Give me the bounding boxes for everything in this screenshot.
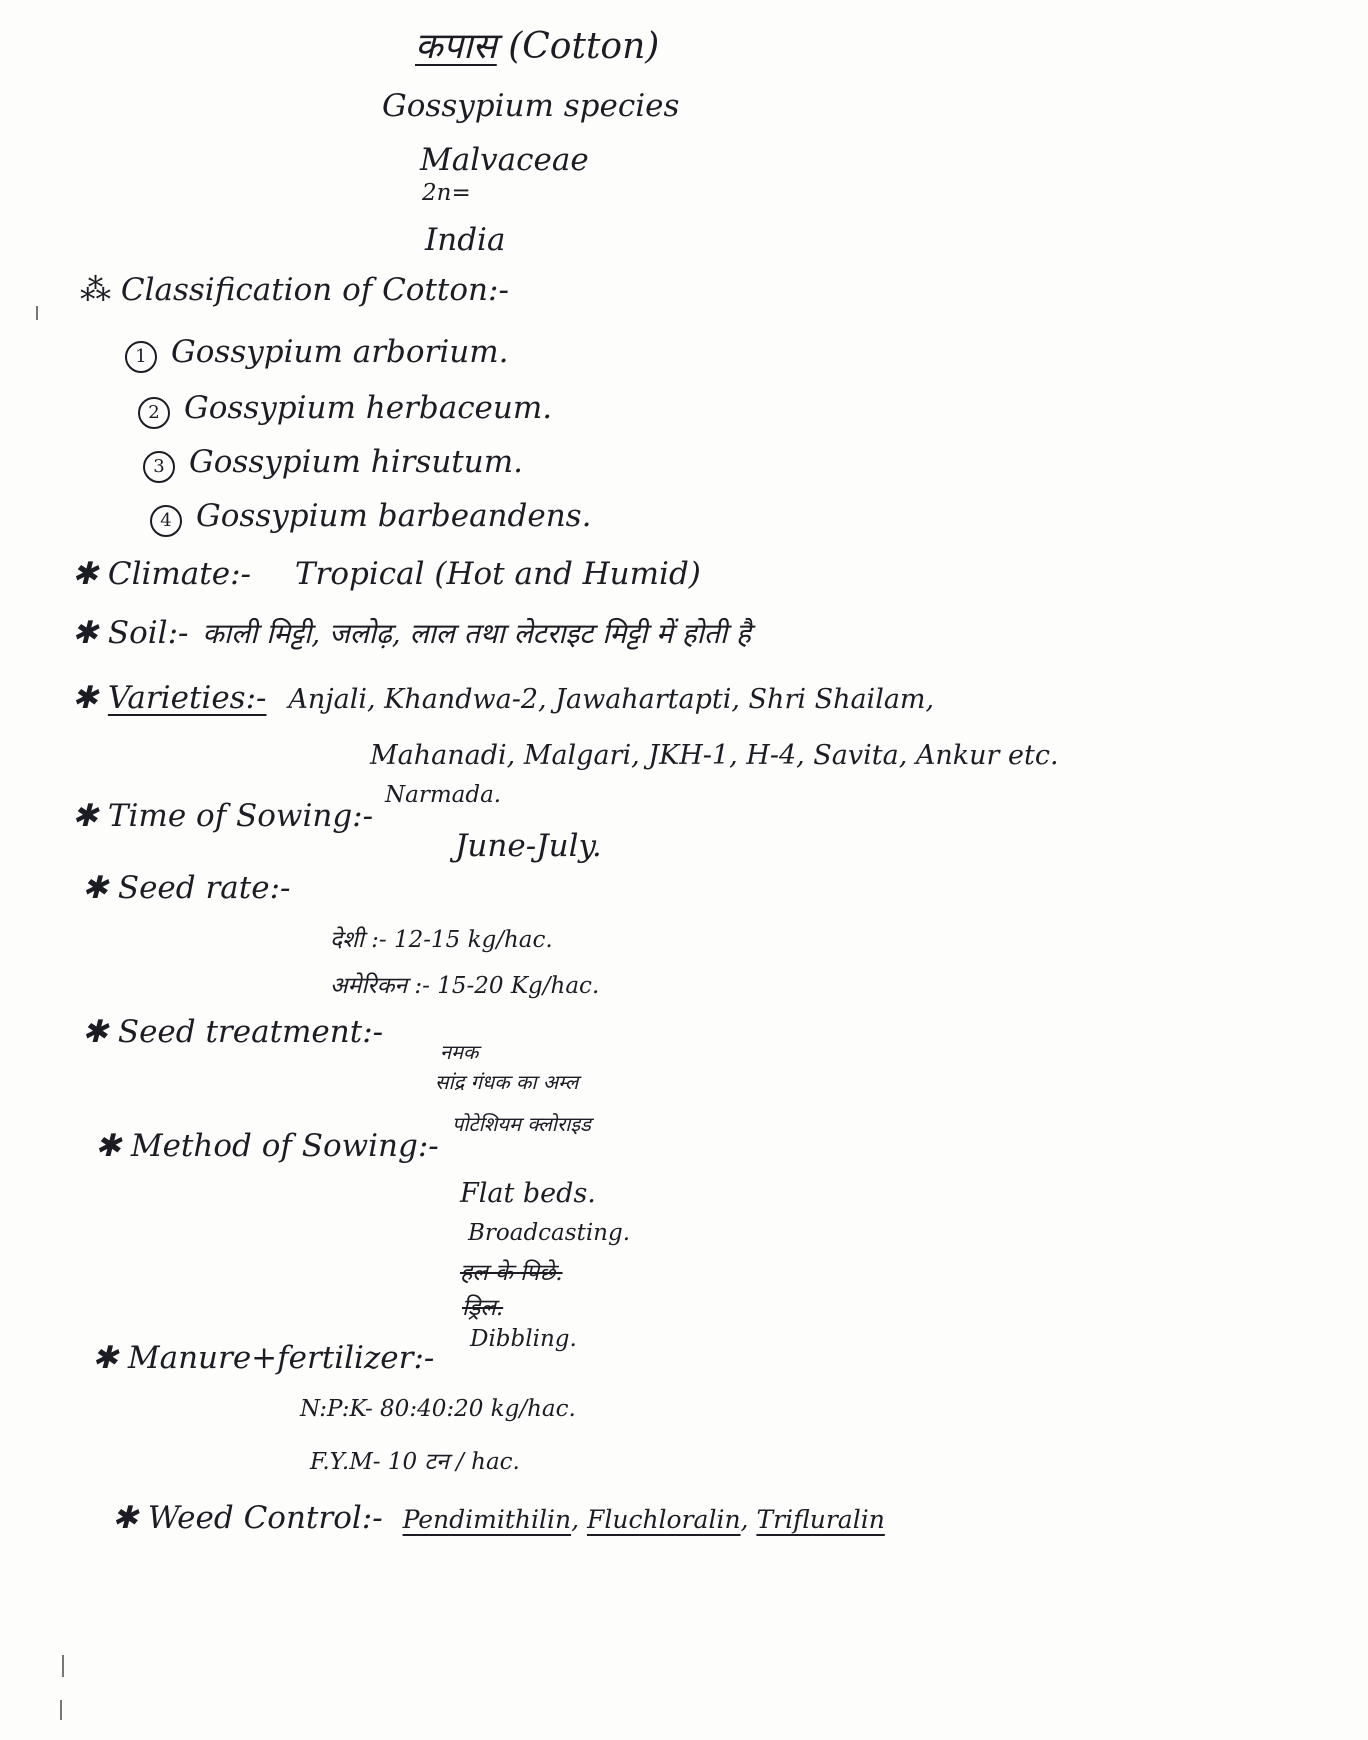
weed-value-3: Trifluralin xyxy=(756,1505,885,1534)
origin-line: India xyxy=(425,222,506,258)
margin-mark xyxy=(62,1655,64,1677)
chromosome-line: 2n= xyxy=(422,180,471,206)
sowing-time-label: Time of Sowing:- xyxy=(107,798,374,834)
bullet-star-icon: ✱ xyxy=(72,680,108,716)
sowing-method-item: Dibbling. xyxy=(470,1326,577,1352)
circled-number: 3 xyxy=(143,451,175,483)
seed-rate-line xyxy=(82,870,291,906)
sowing-method-item: Broadcasting. xyxy=(468,1220,631,1246)
seed-rate-desi: देशी :- 12-15 kg/hac. xyxy=(330,927,553,953)
title-hindi: कपास xyxy=(415,26,497,67)
circled-number: 2 xyxy=(138,397,170,429)
soil-label: Soil:- xyxy=(107,615,189,651)
seed-treatment-item: नमक xyxy=(440,1040,479,1064)
seed-treatment-label: Seed treatment:- xyxy=(117,1014,384,1050)
classification-item: 1 Gossypium arborium. xyxy=(125,334,509,373)
heading-star-icon: ⁂ xyxy=(80,272,121,308)
seed-rate-american: अमेरिकन :- 15-20 Kg/hac. xyxy=(330,973,600,999)
bullet-star-icon: ✱ xyxy=(72,798,108,834)
seed-treatment-line xyxy=(82,1014,383,1050)
varieties-label: Varieties:- xyxy=(107,680,267,716)
classification-heading: ⁂ Classification of Cotton:- xyxy=(80,272,509,308)
sowing-method-item: Flat beds. xyxy=(460,1178,596,1209)
classification-item: 2 Gossypium herbaceum. xyxy=(138,390,552,429)
circled-number: 4 xyxy=(150,505,182,537)
sowing-method-line xyxy=(95,1128,439,1164)
bullet-star-icon: ✱ xyxy=(72,615,108,651)
manure-label: Manure+fertilizer:- xyxy=(127,1340,435,1376)
title-english: (Cotton) xyxy=(508,26,660,67)
seed-treatment-item: सांद्र गंधक का अम्ल xyxy=(435,1070,579,1094)
classification-item: 4 Gossypium barbeandens. xyxy=(150,498,591,537)
bullet-star-icon: ✱ xyxy=(92,1340,128,1376)
varieties-value-1: Anjali, Khandwa-2, Jawahartapti, Shri Shailam, xyxy=(288,684,935,715)
soil-value: काली मिट्टी, जलोढ़, लाल तथा लेटराइट मिट्टी में होती है xyxy=(202,617,751,650)
manure-fym: F.Y.M- 10 टन / hac. xyxy=(310,1449,520,1475)
manure-npk: N:P:K- 80:40:20 kg/hac. xyxy=(300,1396,576,1422)
varieties-value-3: Narmada. xyxy=(385,782,502,808)
sowing-method-label: Method of Sowing:- xyxy=(130,1128,439,1164)
circled-number: 1 xyxy=(125,341,157,373)
classification-item: 3 Gossypium hirsutum. xyxy=(143,444,523,483)
bullet-star-icon: ✱ xyxy=(112,1500,148,1536)
manure-line xyxy=(92,1340,434,1376)
sowing-method-item: ड्रिल. xyxy=(462,1295,504,1321)
climate-label: Climate:- xyxy=(107,556,251,592)
soil-line xyxy=(72,614,751,652)
seed-treatment-item: पोटेशियम क्लोराइड xyxy=(452,1112,591,1136)
varieties-line xyxy=(72,680,934,716)
sowing-method-item: हल के पिछे. xyxy=(460,1260,563,1286)
page-title xyxy=(415,20,659,69)
sowing-time-line xyxy=(72,798,373,834)
seed-rate-label: Seed rate:- xyxy=(117,870,291,906)
bullet-star-icon: ✱ xyxy=(82,1014,118,1050)
sowing-time-value: June-July. xyxy=(455,828,602,864)
weed-control-line: ✱ Weed Control:- Pendimithilin, Fluchloralin, Trifluralin xyxy=(112,1500,885,1536)
margin-mark xyxy=(36,306,38,320)
bullet-star-icon: ✱ xyxy=(72,556,108,592)
family-line: Malvaceae xyxy=(420,142,589,178)
weed-control-label: Weed Control:- xyxy=(147,1500,383,1536)
varieties-value-2: Mahanadi, Malgari, JKH-1, H-4, Savita, Ankur etc. xyxy=(370,740,1059,771)
climate-value: Tropical (Hot and Humid) xyxy=(294,556,701,592)
bullet-star-icon: ✱ xyxy=(95,1128,131,1164)
genus-line: Gossypium species xyxy=(382,88,680,124)
weed-value-1: Pendimithilin xyxy=(402,1505,572,1534)
margin-mark xyxy=(60,1700,62,1720)
weed-value-2: Fluchloralin xyxy=(587,1505,741,1534)
bullet-star-icon: ✱ xyxy=(82,870,118,906)
climate-line xyxy=(72,556,701,592)
